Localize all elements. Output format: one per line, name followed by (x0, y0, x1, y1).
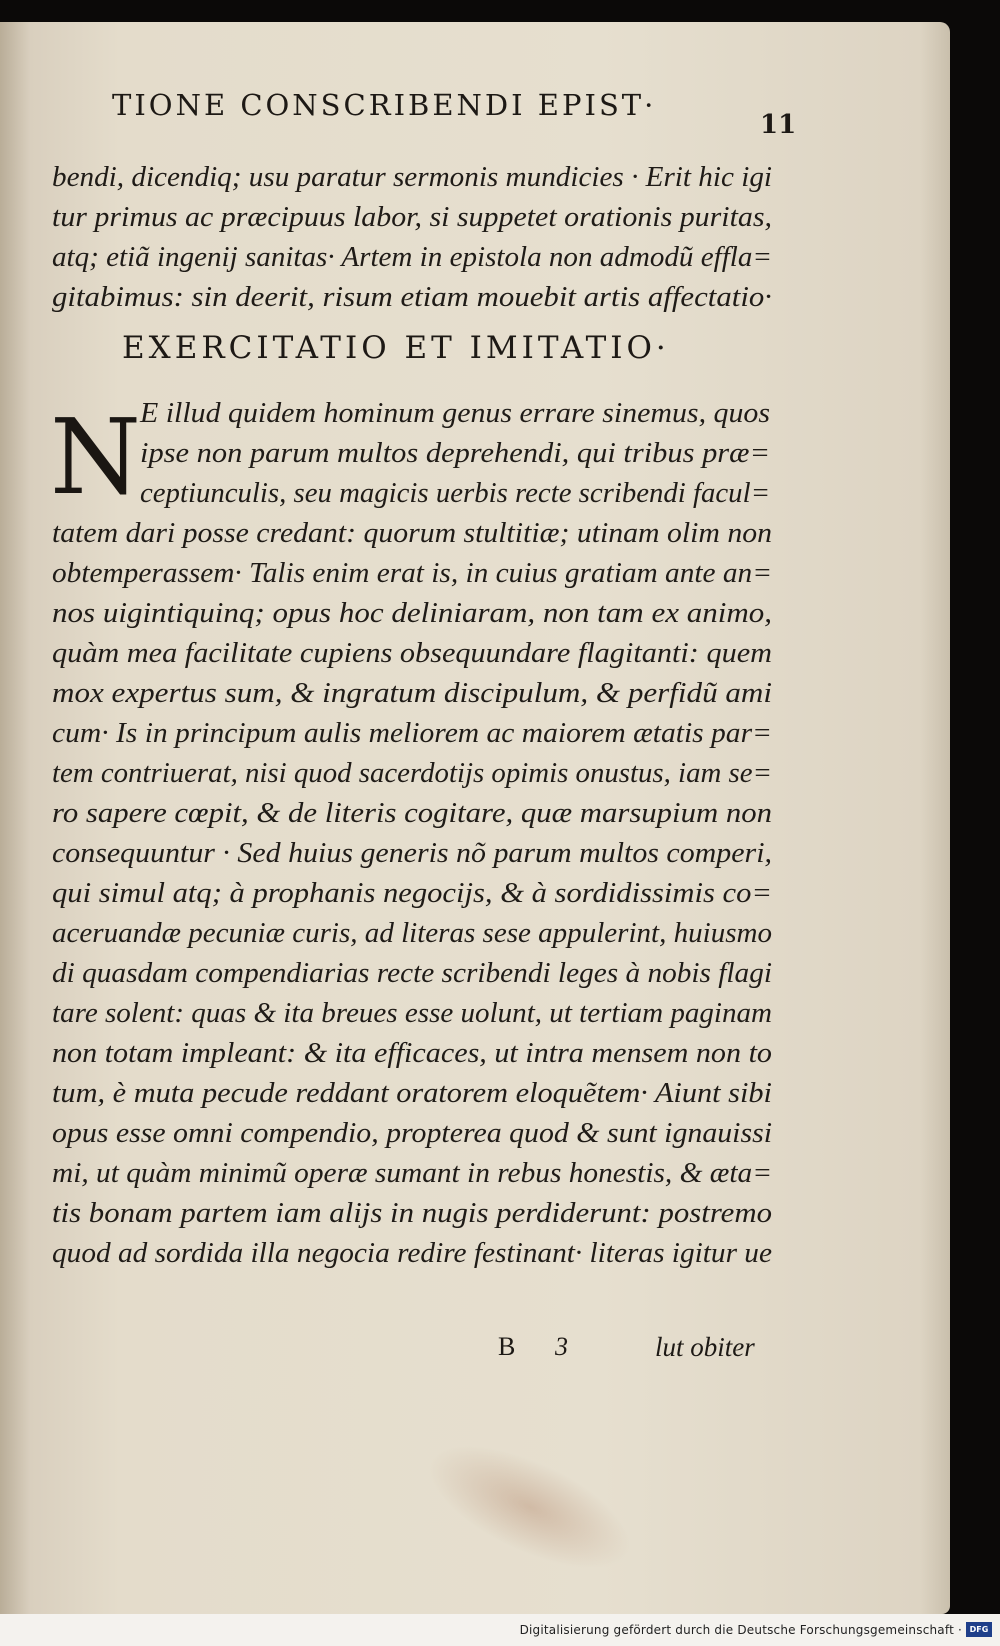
text-line: ipse non parum multos deprehendi, qui tribus præ= (140, 438, 770, 469)
text-line: E illud quidem hominum genus errare sinemus, quos (140, 398, 770, 429)
text-line: ro sapere cœpit, & de literis cogitare, quæ marsupium non (52, 798, 772, 829)
text-line: tur primus ac præcipuus labor, si suppetet orationis puritas, (52, 202, 772, 233)
text-line: ceptiunculis, seu magicis uerbis recte scribendi facul= (140, 478, 770, 509)
text-line: cum· Is in principum aulis meliorem ac maiorem ætatis par= (52, 718, 772, 749)
text-line: bendi, dicendiq; usu paratur sermonis mundicies · Erit hic igi (52, 162, 772, 193)
text-line: gitabimus: sin deerit, risum etiam mouebit artis affectatio· (52, 282, 772, 313)
text-line: mi, ut quàm minimũ operæ sumant in rebus honestis, & æta= (52, 1158, 773, 1189)
footer-credit: Digitalisierung gefördert durch die Deutsche Forschungsgemeinschaft · (519, 1623, 962, 1637)
text-line: obtemperassem· Talis enim erat is, in cuius gratiam ante an= (52, 558, 772, 589)
text-line: mox expertus sum, & ingratum discipulum, & perfidũ ami (52, 678, 772, 709)
text-line: consequuntur · Sed huius generis nõ parum multos comperi, (52, 838, 772, 869)
section-heading: EXERCITATIO ET IMITATIO· (122, 330, 670, 366)
text-line: nos uigintiquinq; opus hoc deliniaram, non tam ex animo, (52, 598, 772, 629)
signature-mark: B (498, 1332, 516, 1361)
digitization-footer (0, 1614, 1000, 1646)
text-line: di quasdam compendiarias recte scribendi leges à nobis flagi (52, 958, 772, 989)
text-line: opus esse omni compendio, propterea quod & sunt ignauissi (52, 1118, 772, 1149)
text-line: tis bonam partem iam alijs in nugis perdiderunt: postremo (52, 1198, 772, 1229)
paper-stain (411, 1420, 648, 1595)
text-line: non totam impleant: & ita efficaces, ut intra mensem non to (52, 1038, 772, 1069)
text-line: tatem dari posse credant: quorum stultitiæ; utinam olim non (52, 518, 772, 549)
catchword: lut obiter (655, 1332, 755, 1362)
text-line: atq; etiã ingenij sanitas· Artem in epistola non admodũ effla= (52, 242, 772, 273)
text-line: aceruandæ pecuniæ curis, ad literas sese appulerint, huiusmo (52, 918, 772, 949)
folio-number: 11 (760, 110, 797, 140)
text-line: tum, è muta pecude reddant oratorem eloquẽtem· Aiunt sibi (52, 1078, 773, 1109)
text-line: quàm mea facilitate cupiens obsequundare flagitanti: quem (52, 638, 772, 669)
text-line: tem contriuerat, nisi quod sacerdotijs opimis onustus, iam se= (52, 758, 772, 789)
dfg-logo: DFG (966, 1622, 992, 1637)
text-line: tare solent: quas & ita breues esse uolunt, ut tertiam paginam (52, 998, 773, 1029)
text-line: qui simul atq; à prophanis negocijs, & à sordidissimis co= (52, 878, 772, 909)
text-line: quod ad sordida illa negocia redire festinant· literas igitur ue (52, 1238, 772, 1269)
running-head: TIONE CONSCRIBENDI EPIST· (112, 88, 657, 122)
signature-number: 3 (555, 1332, 568, 1361)
book-page (0, 22, 950, 1614)
drop-cap: N (50, 396, 141, 518)
